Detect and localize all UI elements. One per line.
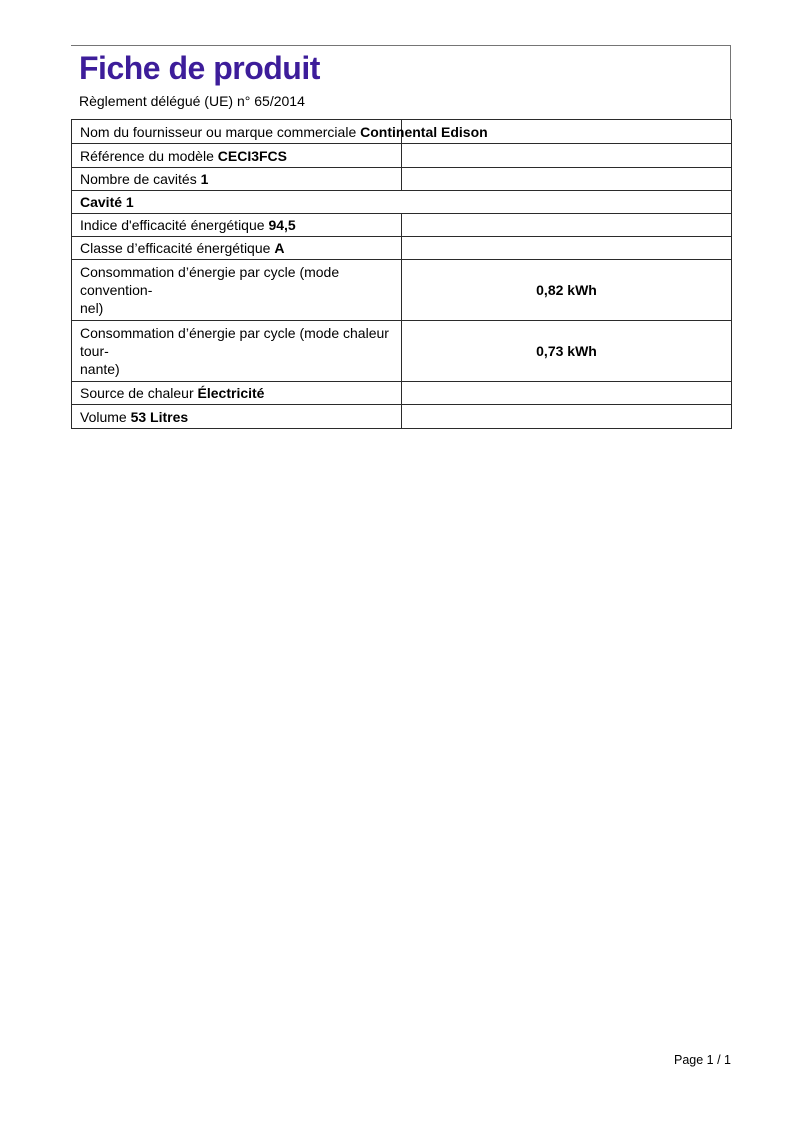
row-label-cell [72,260,402,321]
row-label-cell [72,405,402,429]
row-label: Nombre de cavités [80,171,201,187]
table-row-consumption-conventional [72,260,732,321]
row-value-cell [402,382,732,405]
row-value-cell: 0,73 kWh [402,321,732,382]
row-label: Source de chaleur [80,385,198,401]
row-label-line2: nante) [80,361,120,377]
row-label-bold: 1 [200,171,209,187]
table-section-row [72,191,732,214]
table-row-energy-class [72,237,732,260]
row-value-cell [402,237,732,260]
row-label: Nom du fournisseur ou marque commerciale Continental Edison [80,123,488,140]
footer-page-number: Page 1 / 1 [674,1053,731,1067]
page-title: Fiche de produit [79,50,320,86]
row-value-cell [402,214,732,237]
row-label: Indice d'efficacité énergétique [80,217,269,233]
product-table [71,119,732,429]
table-row-cavities [72,168,732,191]
header-block [71,45,731,119]
row-label-line2: nel) [80,300,104,316]
row-label-cell [72,237,402,260]
row-label: Volume [80,408,131,425]
table-row-volume [72,405,732,429]
row-value-cell [402,405,732,429]
section-label: Cavité 1 [80,194,134,210]
row-label-cell [72,144,402,168]
table-row-model [72,144,732,168]
row-label-bold: A [274,240,285,256]
row-label-line1: Consommation d’énergie par cycle (mode chaleur tour- [80,325,389,359]
row-label-bold: 94,5 [268,217,296,233]
row-value-cell [402,144,732,168]
row-value-cell: 0,82 kWh [402,260,732,321]
row-label-bold: 53 Litres [130,408,189,425]
section-cell [72,191,732,214]
row-label-cell [72,321,402,382]
row-label-bold: Électricité [197,385,265,401]
table-row-supplier [72,120,732,144]
row-label-cell [72,168,402,191]
row-label-line1: Consommation d’énergie par cycle (mode convention- [80,264,340,298]
regulation-subtitle: Règlement délégué (UE) n° 65/2014 [79,93,305,109]
row-label-cell [72,382,402,405]
table-row-heat-source [72,382,732,405]
document-content [71,45,731,429]
row-label-cell [72,214,402,237]
row-label-bold: CECI3FCS [217,147,287,164]
table-row-energy-index [72,214,732,237]
row-label: Référence du modèle [80,147,218,164]
row-label: Classe d’efficacité énergétique [80,240,275,256]
row-value-cell [402,168,732,191]
row-label-cell [72,120,488,144]
row-label-bold: Continental Edison [360,123,488,140]
table-row-consumption-fan [72,321,732,382]
